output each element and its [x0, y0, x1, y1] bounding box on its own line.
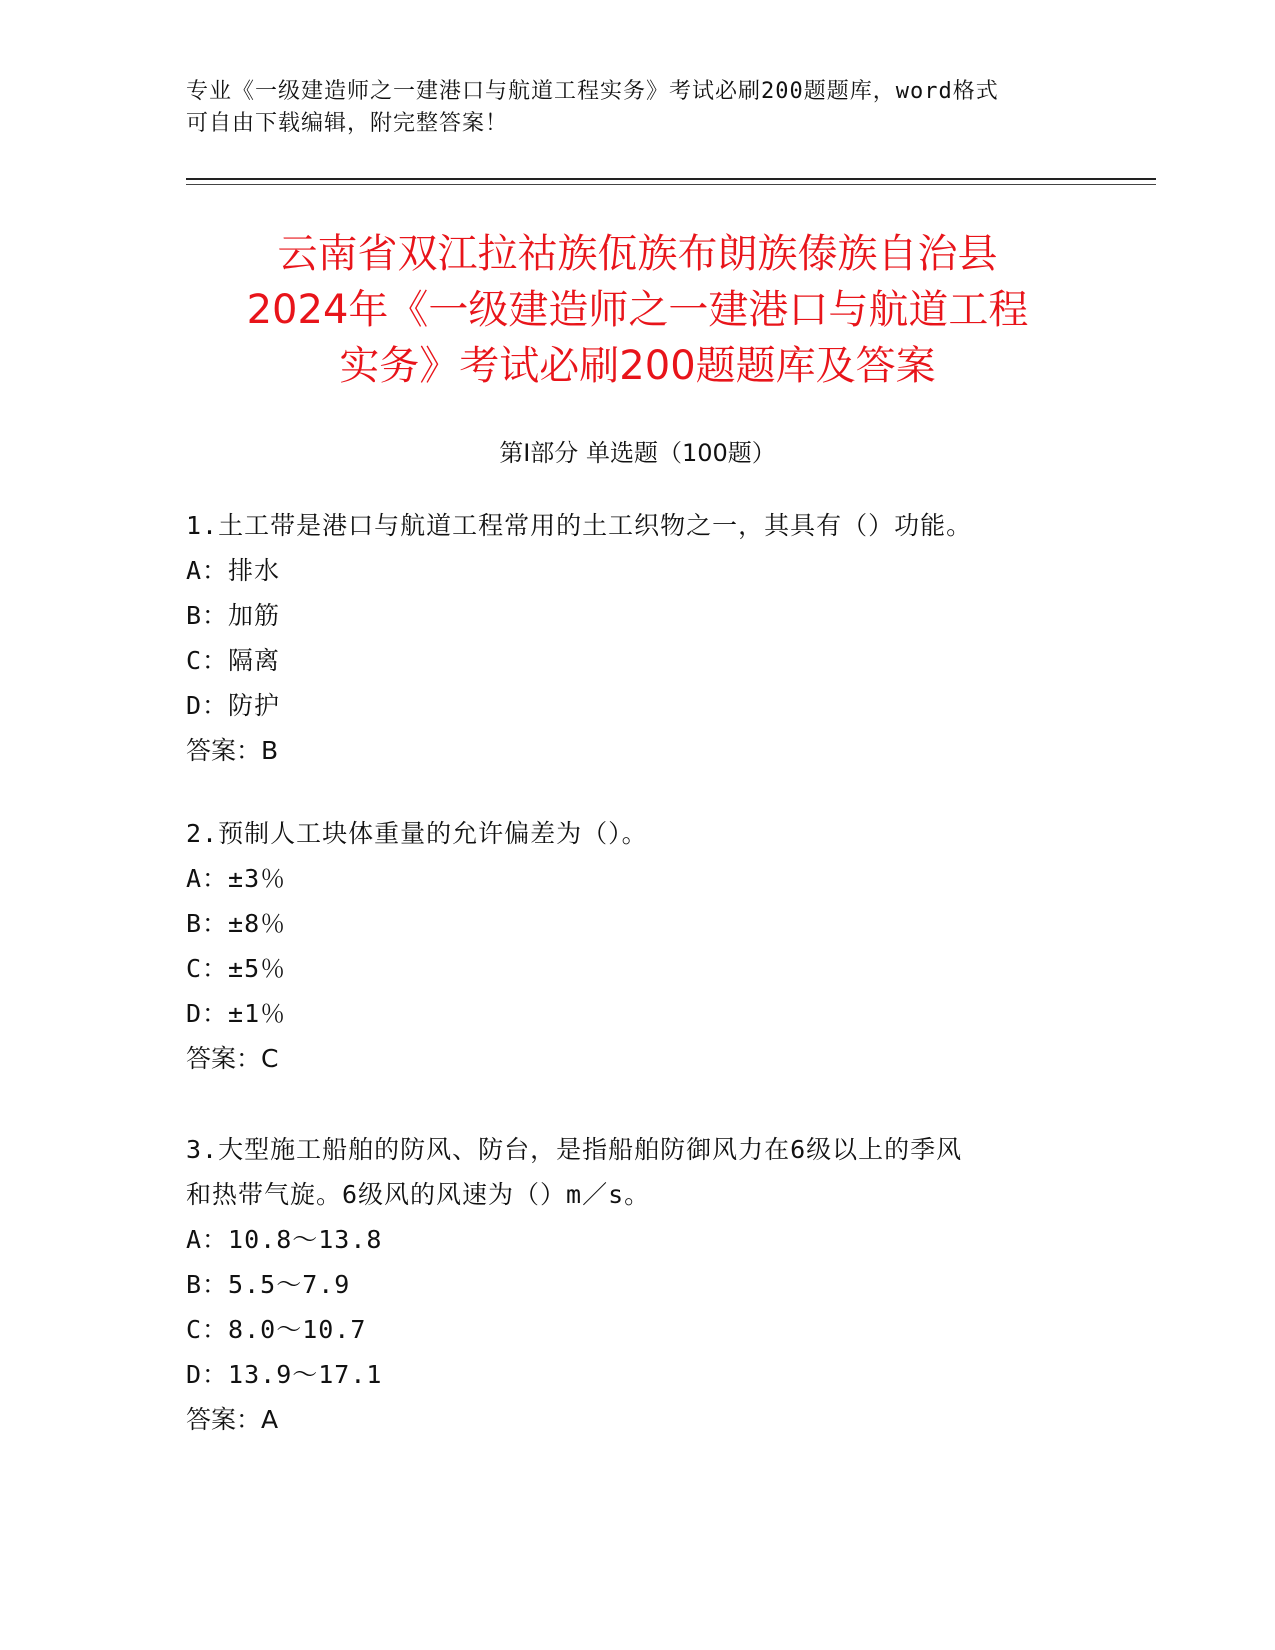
header-divider-thin: [186, 184, 1156, 185]
option-a: A：10.8～13.8: [186, 1225, 383, 1254]
option-c: C：隔离: [186, 646, 281, 675]
question-text: 3.大型施工船舶的防风、防台，是指船舶防御风力在6级以上的季风: [186, 1135, 963, 1164]
option-d: D：防护: [186, 691, 281, 720]
question-3: [186, 1127, 1086, 1442]
header-note-line: 专业《一级建造师之一建港口与航道工程实务》考试必刷200题题库，word格式: [186, 79, 999, 104]
question-text: 1.土工带是港口与航道工程常用的土工织物之一，其具有（）功能。: [186, 511, 973, 540]
option-b: B：5.5～7.9: [186, 1270, 351, 1299]
title-line: 实务》考试必刷200题题库及答案: [339, 343, 936, 389]
option-a: A：排水: [186, 556, 281, 585]
section-title: 第Ⅰ部分 单选题（100题）: [499, 439, 776, 467]
document-title: [160, 226, 1115, 394]
header-note-line: 可自由下载编辑，附完整答案！: [186, 111, 509, 136]
title-line: 云南省双江拉祜族佤族布朗族傣族自治县: [277, 231, 998, 277]
question-2: [186, 811, 1086, 1081]
option-b: B：±8％: [186, 909, 287, 938]
option-a: A：±3％: [186, 864, 287, 893]
answer: 答案：A: [186, 1405, 279, 1434]
answer: 答案：C: [186, 1044, 279, 1073]
header-divider-thick: [186, 178, 1156, 180]
option-b: B：加筋: [186, 601, 281, 630]
answer: 答案：B: [186, 736, 279, 765]
title-line: 2024年《一级建造师之一建港口与航道工程: [246, 287, 1029, 333]
option-d: D：±1％: [186, 999, 287, 1028]
option-c: C：±5％: [186, 954, 287, 983]
question-text-continued: 和热带气旋。6级风的风速为（）m／s。: [186, 1180, 651, 1209]
option-c: C：8.0～10.7: [186, 1315, 367, 1344]
option-d: D：13.9～17.1: [186, 1360, 383, 1389]
question-1: [186, 503, 1086, 773]
question-text: 2.预制人工块体重量的允许偏差为（）。: [186, 819, 648, 848]
header-note: [186, 76, 1066, 140]
